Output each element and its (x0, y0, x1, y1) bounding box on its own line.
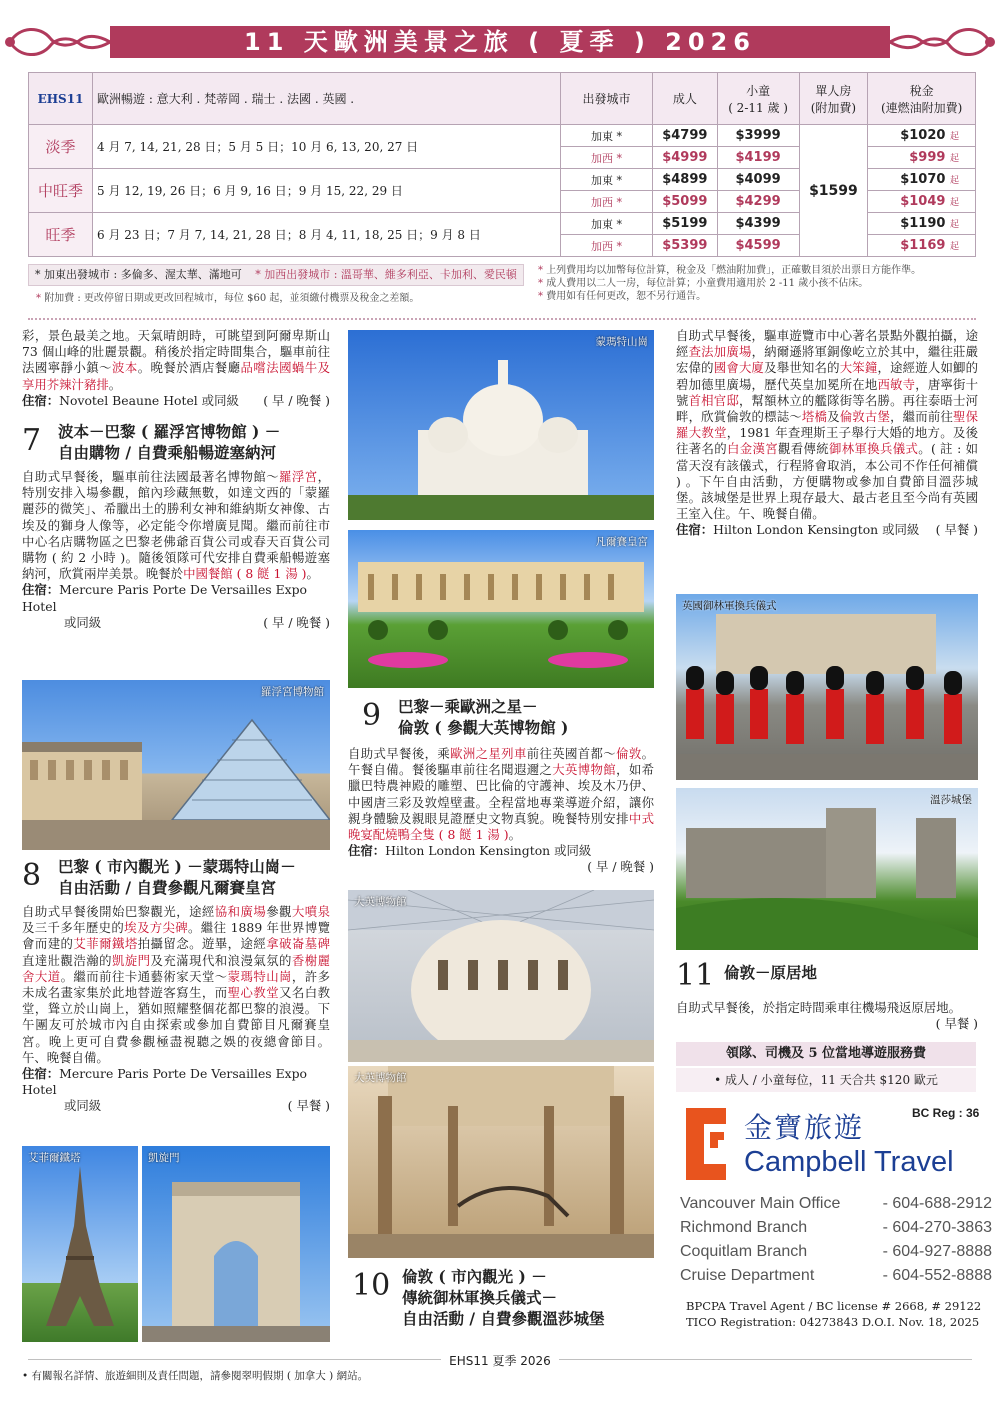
tico-registration: TICO Registration: 04273843 D.O.I. Nov. 18, 2025 (686, 1315, 980, 1329)
bc-license: BPCPA Travel Agent / BC license # 2668, # 29122 (686, 1299, 982, 1313)
day7-heading (22, 421, 330, 463)
dates-cell: 4 月 7, 14, 21, 28 日；5 月 5 日；10 月 6, 13, 20, 27 日 (93, 125, 561, 169)
note-line: * 成人費用以二人一房，每位計算；小童費用適用於 2 -11 歲小孩不佔床。 (538, 278, 869, 289)
footer-code: EHS11 夏季 2026 (441, 1354, 559, 1368)
photo-caption: 英國御林軍換兵儀式 (682, 600, 777, 612)
license-info (686, 1298, 981, 1330)
bc-reg: BC Reg : 36 (912, 1106, 980, 1120)
note-line: * 費用如有任何更改，恕不另行通告。 (538, 291, 707, 302)
photo-caption: 蒙瑪特山崗 (595, 336, 648, 348)
footer-code-wrap (0, 1350, 1000, 1369)
child-price: $3999 (717, 125, 799, 147)
price-table (28, 72, 976, 257)
table-row (29, 125, 976, 147)
day10-text: 自助式早餐後，驅車遊覽市中心著名景點外觀拍攝，途經查法加廣場，納爾遜將軍銅像屹立於其中，繼往莊嚴宏偉的國會大廈及舉世知名的大笨鐘，途經遊人如鯽的碧加德里廣場，歷代英皇加冕所在地西敏寺，唐寧街十號首相官邸，幫額林立的艦隊街等名勝。再往泰晤士河畔，欣賞倫敦的標誌～塔橋及倫敦古堡，繼而前往聖保羅大教堂，1981 年查理斯王子舉行大婚的地方。及後往著名的白金漢宮觀看傳統御林軍換兵儀式。( 註 : 如當天沒有該儀式，行程將會取消，本公司不作任何補償 ) 。下午自由活動，方便購物或參加自費節目溫莎城堡。該城堡是世界上現存最大、最古老且至今尚有英國王室入住。午、晚餐自備。 (676, 328, 979, 522)
photo-caption: 凱旋門 (148, 1152, 180, 1164)
photo-caption: 大英博物館 (354, 896, 407, 908)
day10-heading-inner (348, 1266, 654, 1329)
agency-name-en: Campbell Travel (744, 1146, 954, 1178)
tour-route: 歐洲暢遊 : 意大利 . 梵蒂岡 . 瑞士 . 法國 . 英國 . (93, 73, 561, 125)
west-cities: * 加西出發城市 : 溫哥華、維多利亞、卡加利、愛民頓 (255, 268, 517, 281)
agency-block (676, 1098, 1000, 1338)
day8-heading (22, 856, 330, 898)
montmartre-photo (348, 330, 654, 520)
campbell-logo-icon (680, 1104, 732, 1184)
col-child-header: 小童 ( 2-11 歲 ) (717, 73, 799, 125)
photo-caption: 凡爾賽皇宮 (595, 536, 648, 548)
tax-cell: $999 起 (868, 147, 976, 169)
column-3 (676, 328, 978, 539)
guard-photo (676, 594, 978, 780)
photo-caption: 羅浮宮博物館 (261, 686, 324, 698)
day9-text: 自助式早餐後，乘歐洲之星列車前往英國首都～倫敦。午餐自備。餐後驅車前往名聞遐邇之大英博物館，如希臘巴特農神殿的雕塑、巴比倫的守護神、埃及木乃伊、中國唐三彩及敦煌壁畫。全程當地專業導遊介紹，讓你親身體驗及親眼見證歷史文物真貌。晚餐特別安排中式晚宴配燒鴨全隻 ( 8 餸 1 湯 )。 (348, 746, 654, 843)
season-cell: 淡季 (29, 125, 93, 169)
service-fee-title: 領隊、司機及 5 位當地導遊服務費 (676, 1042, 976, 1066)
departure-cities-box (28, 264, 524, 286)
table-header-row (29, 73, 976, 125)
day-number: 7 (22, 423, 42, 459)
city-cell: 加西 * (561, 147, 653, 169)
hotel-line: 住宿：Hilton London Kensington 或同級 ( 早餐 ) (676, 522, 978, 538)
british-museum-photo-2 (348, 1066, 654, 1258)
day11-text: 自助式早餐後，於指定時間乘車往機場飛返原居地。 ( 早餐 ) (676, 1000, 978, 1032)
col-single-header: 單人房 (附加費) (799, 73, 868, 125)
price-notes (538, 264, 978, 303)
city-cell: 加東 * (561, 125, 653, 147)
col-adult-header: 成人 (653, 73, 718, 125)
east-cities: * 加東出發城市 : 多倫多、渥太華、滿地可 (35, 268, 242, 281)
adult-price: $5199 (653, 213, 718, 235)
note-line: * 上列費用均以加幣每位計算，稅金及「燃油附加費」，正確數目須於出票日方能作準。 (538, 265, 922, 276)
day-number: 9 (362, 698, 382, 733)
city-cell: 加東 * (561, 169, 653, 191)
hotel-line-2: 或同級 ( 早餐 ) (64, 1098, 330, 1114)
page-title: 11 天歐洲美景之旅 ( 夏季 ) 2026 (244, 28, 756, 56)
day-title: 倫敦－原居地 (724, 963, 818, 982)
dates-cell: 6 月 23 日；7 月 7, 14, 21, 28 日；8 月 4, 11, 18, 25 日；9 月 8 日 (93, 213, 561, 257)
adult-price: $5099 (653, 191, 718, 213)
photo-caption: 大英博物館 (354, 1072, 407, 1084)
day-title: 巴黎－乘歐洲之星－ 倫敦 ( 參觀大英博物館 ) (398, 697, 569, 737)
british-museum-photo-1 (348, 890, 654, 1062)
branch-list (680, 1192, 992, 1288)
adult-price: $4799 (653, 125, 718, 147)
child-price: $4599 (717, 235, 799, 257)
agency-name-cn: 金寶旅遊 (744, 1111, 865, 1144)
hotel-line: 住宿：Mercure Paris Porte De Versailles Expo Hotel (22, 582, 308, 614)
hotel-line: 住宿：Mercure Paris Porte De Versailles Expo Hotel (22, 1066, 308, 1098)
branch-row: Vancouver Main Office - 604-688-2912 (680, 1195, 992, 1212)
season-cell: 旺季 (29, 213, 93, 257)
hotel-line: 住宿：Novotel Beaune Hotel 或同級 ( 早 / 晚餐 ) (22, 392, 330, 408)
adult-price: $5399 (653, 235, 718, 257)
arc-photo (142, 1146, 330, 1342)
tour-code: EHS11 (29, 73, 93, 125)
louvre-photo (22, 680, 330, 850)
child-price: $4299 (717, 191, 799, 213)
day9-heading (348, 696, 654, 738)
day6-continued-text: 彩，景色最美之地。天氣晴朗時，可眺望到阿爾卑斯山 73 個山峰的壯麗景觀。稍後於指定時間集合，驅車前往法國寧靜小鎮～波本。晚餐於酒店餐廳品嚐法國蝸牛及享用芥辣汁豬排。 (22, 328, 331, 392)
service-fee-detail: • 成人 / 小童每位，11 天合共 $120 歐元 (676, 1066, 976, 1092)
photo-caption: 艾菲爾鐵塔 (28, 1152, 81, 1164)
branch-row: Coquitlam Branch - 604-927-8888 (680, 1243, 992, 1260)
day-number: 10 (352, 1268, 391, 1303)
child-price: $4099 (717, 169, 799, 191)
windsor-photo (676, 788, 978, 950)
child-price: $4399 (717, 213, 799, 235)
child-price: $4199 (717, 147, 799, 169)
tax-cell: $1190 起 (868, 213, 976, 235)
versailles-photo (348, 530, 654, 688)
service-fee-box (676, 1042, 976, 1092)
adult-price: $4999 (653, 147, 718, 169)
day7-text: 自助式早餐後，驅車前往法國最著名博物館～羅浮宮，特別安排入場參觀，館內珍藏無數，如達文西的「蒙羅麗莎的微笑」、希臘出土的勝利女神和維納斯女神像、古埃及的獅身人像等，必定能令你增廣見聞。繼而前往市中心名店購物區之巴黎老佛爺百貨公司或春天百貨公司購物 ( 約 2 小時 )。隨後領隊可代安排自費乘船暢遊塞納河，欣賞兩岸美景。晚餐於中國餐館 ( 8 餸 1 湯 )。 (22, 469, 331, 582)
title-banner (0, 18, 1000, 66)
fee-note: * 附加費 : 更改停留日期或更改回程城市，每位 $60 起，並須繳付機票及稅金之差額。 (36, 293, 420, 304)
tax-cell: $1020 起 (868, 125, 976, 147)
day11-block (676, 956, 978, 1032)
tax-cell: $1049 起 (868, 191, 976, 213)
single-supplement: $1599 (799, 125, 868, 257)
branch-row: Cruise Department - 604-552-8888 (680, 1267, 992, 1284)
day-title: 波本－巴黎 ( 羅浮宮博物館 ) － 自由購物 / 自費乘船暢遊塞納河 (58, 422, 281, 463)
column-1-lower (22, 856, 330, 1115)
column-2-text (348, 696, 654, 876)
tax-cell: $1070 起 (868, 169, 976, 191)
city-cell: 加東 * (561, 213, 653, 235)
day-title: 巴黎 ( 市內觀光 ) －蒙瑪特山崗－ 自由活動 / 自費參觀凡爾賽皇宮 (58, 857, 296, 897)
city-cell: 加西 * (561, 191, 653, 213)
dates-cell: 5 月 12, 19, 26 日；6 月 9, 16 日；9 月 15, 22, 29 日 (93, 169, 561, 213)
city-cell: 加西 * (561, 235, 653, 257)
column-1 (22, 328, 330, 631)
hotel-line: 住宿：Hilton London Kensington 或同級 ( 早 / 晚餐 ) (348, 843, 654, 875)
col-tax-header: 稅金 (連燃油附加費) (868, 73, 976, 125)
tax-cell: $1169 起 (868, 235, 976, 257)
day10-heading (348, 1266, 654, 1329)
day8-text: 自助式早餐後開始巴黎觀光，途經協和廣場參觀大噴泉及三千多年歷史的埃及方尖碑。繼往 1889 年世界博覽會而建的艾菲爾鐵塔拍攝留念。遊畢，途經拿破崙墓碑直達壯觀浩瀚的凱旋門及充滿現代和浪漫氣氛的香榭麗舍大道。繼而前往卡通藝術家天堂～蒙瑪特山崗，許多未成名畫家集於此地替遊客寫生，而聖心教堂又名白教堂，聳立於山崗上，猶如照耀整個花都巴黎的浪漫。下午團友可於城市內自由探索或參加自費節目凡爾賽皇宮。晚上更可自費參觀極盡視聽之娛的夜總會節目。午、晚餐自備。 (22, 904, 331, 1065)
season-cell: 中旺季 (29, 169, 93, 213)
day-number: 11 (676, 958, 715, 993)
day11-heading (676, 956, 978, 996)
photo-caption: 溫莎城堡 (930, 794, 972, 806)
col-city-header: 出發城市 (561, 73, 653, 125)
day-number: 8 (22, 858, 42, 893)
adult-price: $4899 (653, 169, 718, 191)
hotel-line-2: 或同級 ( 早 / 晚餐 ) (64, 614, 330, 630)
day-title: 倫敦 ( 市內觀光 ) － 傳統御林軍換兵儀式－ 自由活動 / 自費參觀溫莎城堡 (402, 1267, 605, 1328)
ornament-right-icon (890, 20, 1000, 64)
eiffel-photo (22, 1146, 138, 1342)
footer-disclaimer: • 有關報名詳情、旅遊細則及責任問題，請參閱翠明假期 ( 加拿大 ) 網站。 (22, 1370, 369, 1382)
branch-row: Richmond Branch - 604-270-3863 (680, 1219, 992, 1236)
divider (28, 318, 976, 320)
